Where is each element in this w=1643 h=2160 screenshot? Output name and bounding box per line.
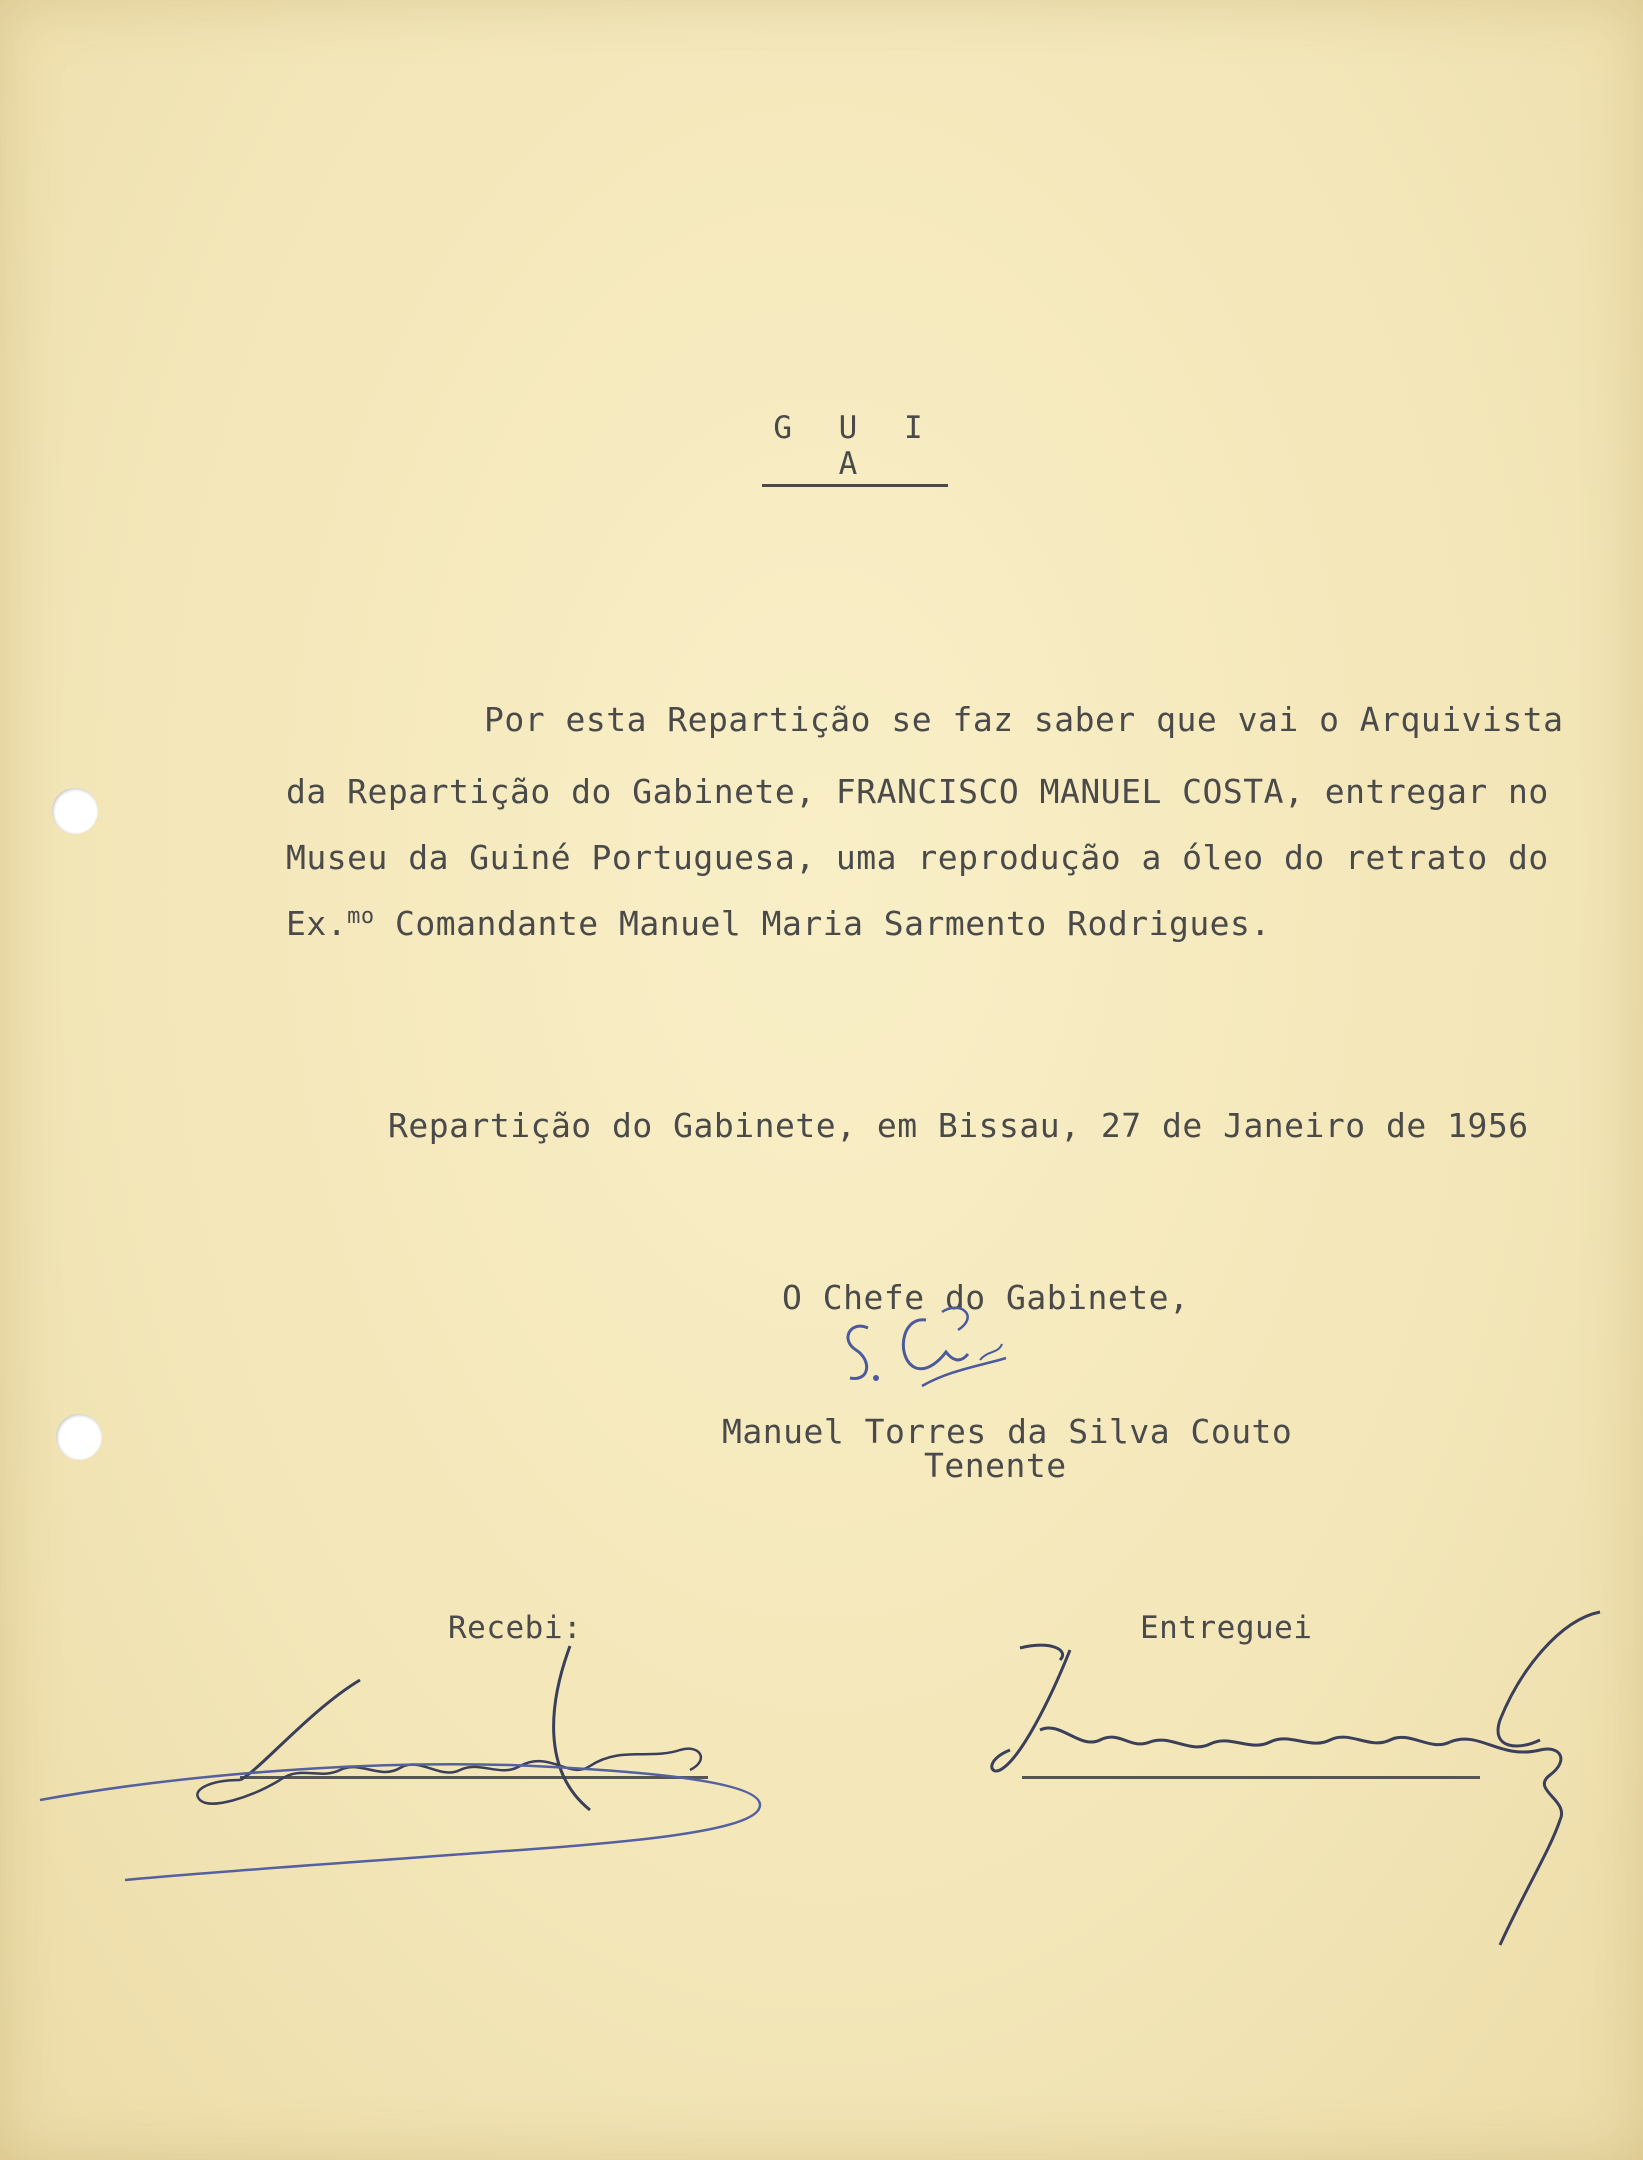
body-line-4-prefix: Ex. bbox=[286, 904, 348, 943]
body-line-3: Museu da Guiné Portuguesa, uma reprodução a óleo do retrato do bbox=[286, 838, 1549, 877]
document-title: G U I A bbox=[762, 410, 948, 487]
delivered-label: Entreguei bbox=[1140, 1610, 1313, 1646]
delivered-signature bbox=[980, 1600, 1620, 1960]
body-line-2: da Repartição do Gabinete, FRANCISCO MANUEL COSTA, entregar no bbox=[286, 772, 1549, 811]
received-signature bbox=[30, 1630, 770, 1900]
body-line-4-superscript: mo bbox=[347, 904, 375, 929]
chief-name: Manuel Torres da Silva Couto bbox=[722, 1412, 1293, 1451]
chief-signature bbox=[830, 1290, 1060, 1410]
punch-hole-bottom bbox=[56, 1414, 102, 1460]
body-line-4-rest: Comandante Manuel Maria Sarmento Rodrigues. bbox=[374, 904, 1271, 943]
chief-role: O Chefe do Gabinete, bbox=[782, 1278, 1190, 1317]
received-label: Recebi: bbox=[448, 1610, 583, 1646]
chief-rank: Tenente bbox=[924, 1446, 1067, 1485]
date-line: Repartição do Gabinete, em Bissau, 27 de Janeiro de 1956 bbox=[388, 1106, 1529, 1145]
body-line-1: Por esta Repartição se faz saber que vai o Arquivista bbox=[484, 700, 1564, 739]
punch-hole-top bbox=[52, 788, 98, 834]
body-line-4 bbox=[286, 904, 1271, 943]
